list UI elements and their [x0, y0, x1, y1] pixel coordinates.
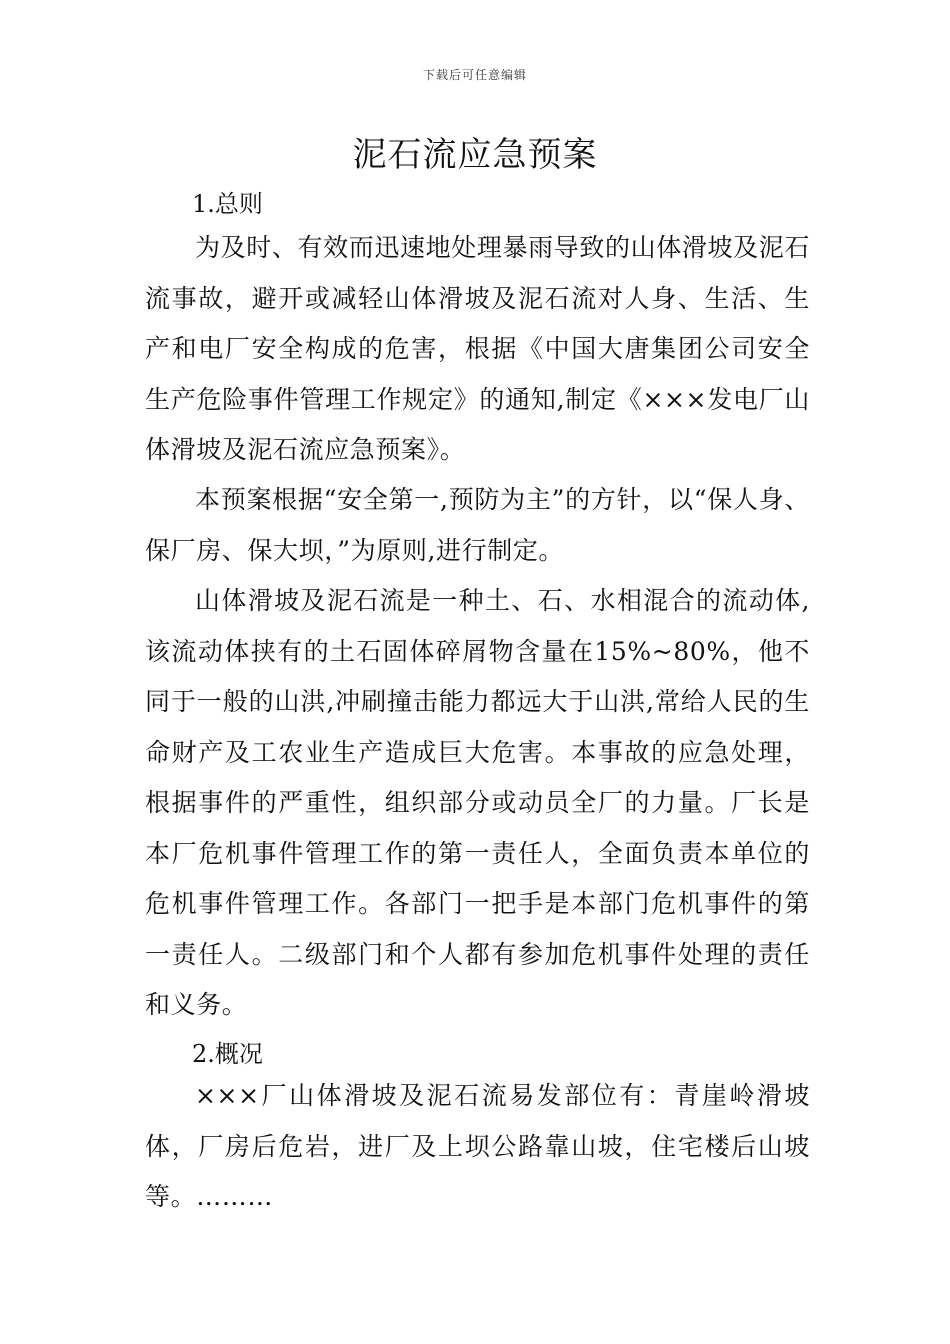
section-heading-general: 1.总则: [192, 190, 263, 218]
paragraph-locations: ×××厂山体滑坡及泥石流易发部位有：青崖岭滑坡体，厂房后危岩，进厂及上坝公路靠山坡，住宅楼后山坡等。………: [145, 1081, 810, 1211]
paragraph-principle: 本预案根据“安全第一,预防为主”的方针，以“保人身、保厂房、保大坝，”为原则,进行制定。: [145, 485, 810, 565]
header-note: 下载后可任意编辑: [422, 68, 527, 82]
paragraph-purpose: 为及时、有效而迅速地处理暴雨导致的山体滑坡及泥石流事故，避开或减轻山体滑坡及泥石流对人身、生活、生产和电厂安全构成的危害，根据《中国大唐集团公司安全生产危险事件管理工作规定》的通知,制定《×××发电厂山体滑坡及泥石流应急预案》。: [145, 233, 810, 464]
paragraph-description: 山体滑坡及泥石流是一种土、石、水相混合的流动体,该流动体挟有的土石固体碎屑物含量在15%~80%，他不同于一般的山洪,冲刷撞击能力都远大于山洪,常给人民的生命财产及工农业生产造成巨大危害。本事故的应急处理，根据事件的严重性，组织部分或动员全厂的力量。厂长是本厂危机事件管理工作的第一责任人，全面负责本单位的危机事件管理工作。各部门一把手是本部门危机事件的第一责任人。二级部门和个人都有参加危机事件处理的责任和义务。: [145, 586, 810, 1019]
document-title: 泥石流应急预案: [352, 135, 598, 175]
section-heading-overview: 2.概况: [192, 1040, 263, 1068]
